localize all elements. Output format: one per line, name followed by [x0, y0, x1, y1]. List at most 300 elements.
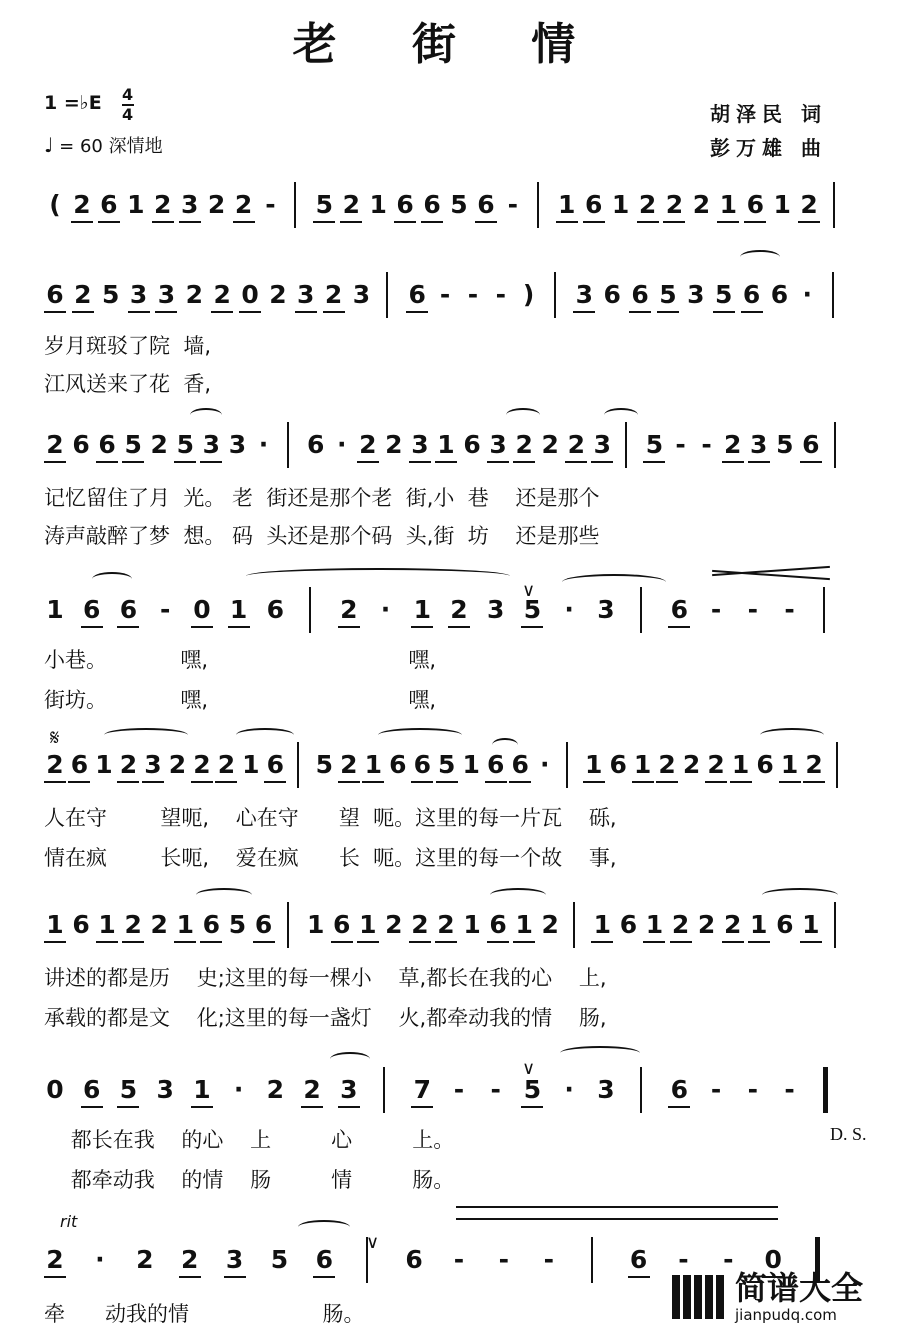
note: 5 — [174, 430, 196, 460]
note: - — [678, 1245, 689, 1274]
note: - — [747, 595, 758, 624]
note: 6 — [406, 280, 428, 310]
underline — [338, 1106, 360, 1108]
note: 2 — [705, 750, 727, 780]
slur — [196, 888, 252, 902]
note: 1 — [435, 430, 457, 460]
note: 1 — [773, 190, 791, 219]
note: 1 — [191, 1075, 213, 1105]
note: 1 — [779, 750, 801, 780]
slur — [92, 572, 132, 586]
underline — [313, 1276, 335, 1278]
logo-url: jianpudq.com — [735, 1306, 837, 1324]
note: 1 — [591, 910, 613, 940]
note: 1 — [730, 750, 752, 780]
note: - — [543, 1245, 554, 1274]
lyric-line: 人在守 望呃, 心在守 望 呃。这里的每一片瓦 砾, — [44, 806, 617, 830]
note: 2 — [565, 430, 587, 460]
note: 0 — [762, 1245, 784, 1275]
note: - — [710, 1075, 722, 1104]
note: 3 — [687, 280, 705, 309]
note: 1 — [306, 910, 325, 939]
note: 6 — [756, 750, 774, 779]
note: 3 — [142, 750, 164, 780]
note: 1 — [411, 595, 433, 625]
underline — [200, 941, 222, 943]
bar-line — [823, 587, 825, 633]
underline — [748, 461, 770, 463]
note: - — [453, 1075, 465, 1104]
note: 3 — [200, 430, 222, 460]
note: 1 — [369, 190, 387, 219]
note: 2 — [340, 190, 362, 220]
note: 2 — [185, 280, 203, 309]
underline — [44, 941, 66, 943]
note: 2 — [179, 1245, 201, 1275]
breath-mark-2: ∨ — [522, 1058, 536, 1079]
note: - — [495, 280, 506, 309]
note: 2 — [269, 280, 287, 309]
note: 0 — [191, 595, 213, 625]
bar-line — [386, 272, 388, 318]
underline — [338, 781, 360, 783]
note: 6 — [117, 595, 139, 625]
note: 2 — [266, 1075, 285, 1104]
slur — [378, 728, 462, 742]
note: 1 — [800, 910, 822, 940]
underline — [239, 311, 261, 313]
underline — [313, 221, 335, 223]
underline — [215, 781, 237, 783]
note: 6 — [509, 750, 531, 780]
slur — [236, 728, 294, 742]
underline — [591, 941, 613, 943]
underline — [509, 781, 531, 783]
bar-line — [591, 1237, 593, 1283]
underline — [668, 626, 690, 628]
underline — [200, 461, 222, 463]
bar-line — [287, 422, 289, 468]
note: 5 — [436, 750, 458, 780]
note: 6 — [331, 910, 353, 940]
underline — [331, 941, 353, 943]
tie-line — [456, 1206, 778, 1208]
underline — [71, 221, 93, 223]
underline — [191, 1106, 213, 1108]
quarter-note-icon: ♩ — [44, 133, 54, 157]
lyric-line: 情在疯 长呃, 爱在疯 长 呃。这里的每一个故 事, — [44, 846, 617, 870]
underline — [800, 941, 822, 943]
note: 1 — [632, 750, 654, 780]
note: 3 — [156, 1075, 174, 1104]
note: · — [564, 595, 574, 624]
note: 3 — [597, 595, 615, 624]
note: 2 — [682, 750, 701, 779]
note: 2 — [697, 910, 716, 939]
underline — [583, 781, 605, 783]
site-logo — [672, 1270, 863, 1324]
note: 1 — [96, 910, 118, 940]
note: 0 — [46, 1075, 64, 1104]
underline — [340, 221, 362, 223]
note: 2 — [338, 595, 360, 625]
underline — [117, 626, 139, 628]
underline — [798, 221, 820, 223]
bar-line — [836, 742, 838, 788]
note: 6 — [44, 280, 66, 310]
underline — [421, 221, 443, 223]
underline — [722, 941, 744, 943]
underline — [142, 781, 164, 783]
note: - — [723, 1245, 734, 1274]
underline — [44, 311, 66, 313]
underline — [663, 221, 685, 223]
note: 6 — [81, 1075, 103, 1105]
note: 6 — [609, 750, 627, 779]
note: 2 — [44, 750, 66, 780]
segno-mark: 𝄋 — [50, 726, 60, 751]
underline — [96, 941, 118, 943]
note: - — [747, 1075, 758, 1104]
underline — [301, 1106, 323, 1108]
tempo-marking — [44, 132, 163, 158]
note: 2 — [670, 910, 692, 940]
underline — [409, 941, 431, 943]
note: - — [159, 595, 171, 624]
underline — [72, 311, 94, 313]
note: 3 — [128, 280, 150, 310]
note: 2 — [448, 595, 470, 625]
underline — [323, 311, 345, 313]
lyric-line: 都牵动我 的情 肠 情 肠。 — [44, 1168, 455, 1192]
note: 5 — [117, 1075, 139, 1105]
note: 2 — [152, 190, 174, 220]
dal-segno-mark: D. S. — [830, 1124, 867, 1144]
time-numerator: 4 — [122, 85, 134, 104]
note: 2 — [44, 1245, 66, 1275]
lyric-line: 小巷。 嘿, 嘿, — [44, 648, 437, 672]
underline — [436, 781, 458, 783]
note: 5 — [270, 1245, 289, 1274]
lyric-line: 牵 动我的情 肠。 — [44, 1302, 365, 1326]
note: - — [453, 1245, 465, 1274]
note: 1 — [362, 750, 384, 780]
page-title: 老 街 情 — [292, 19, 606, 70]
note: · — [95, 1245, 105, 1274]
underline — [406, 311, 428, 313]
note: 2 — [385, 430, 403, 459]
logo-brand: 简谱大全 — [735, 1269, 864, 1307]
note: 5 — [521, 595, 543, 625]
bar-line — [832, 272, 834, 318]
note: 2 — [663, 190, 685, 220]
underline — [800, 461, 822, 463]
underline — [643, 461, 665, 463]
underline — [394, 221, 416, 223]
time-denominator: 4 — [122, 105, 134, 124]
note: 6 — [421, 190, 443, 220]
note: 2 — [637, 190, 659, 220]
note: 5 — [713, 280, 735, 310]
bar-line — [625, 422, 627, 468]
slur — [298, 1220, 350, 1234]
note: 6 — [96, 430, 118, 460]
note: 0 — [239, 280, 261, 310]
note: 6 — [487, 910, 509, 940]
underline — [487, 941, 509, 943]
composer-credit: 彭万雄 曲 — [710, 136, 827, 160]
note: 6 — [619, 910, 638, 939]
note: 2 — [409, 910, 431, 940]
underline — [448, 626, 470, 628]
note: 1 — [127, 190, 145, 219]
note: - — [265, 190, 276, 219]
underline — [632, 781, 654, 783]
note: 6 — [770, 280, 789, 309]
underline — [629, 311, 651, 313]
slur — [506, 408, 540, 422]
underline — [122, 941, 144, 943]
underline — [81, 626, 103, 628]
note: 6 — [72, 910, 90, 939]
note: 3 — [155, 280, 177, 310]
underline — [487, 461, 509, 463]
note: 3 — [573, 280, 595, 310]
note: 2 — [117, 750, 139, 780]
bar-line — [537, 182, 539, 228]
note: 5 — [776, 430, 794, 459]
underline — [264, 781, 286, 783]
underline — [722, 461, 744, 463]
note: 6 — [744, 190, 766, 220]
lyric-line: 都长在我 的心 上 心 上。 — [44, 1128, 455, 1152]
note: 2 — [122, 910, 144, 940]
note: 2 — [541, 910, 559, 939]
note: 6 — [81, 595, 103, 625]
slur — [604, 408, 638, 422]
slur — [562, 574, 666, 590]
underline — [521, 626, 543, 628]
note: 6 — [72, 430, 90, 459]
slur — [490, 888, 546, 902]
note: ) — [522, 280, 535, 309]
note: 3 — [179, 190, 201, 220]
note: 1 — [556, 190, 578, 220]
note: 2 — [692, 190, 711, 219]
underline — [657, 311, 679, 313]
underline — [628, 1276, 650, 1278]
note: 3 — [409, 430, 431, 460]
note: 3 — [591, 430, 613, 460]
note: 5 — [315, 750, 334, 779]
slur — [492, 738, 518, 752]
underline — [44, 781, 66, 783]
note: 5 — [521, 1075, 543, 1105]
note: 2 — [798, 190, 820, 220]
note: - — [467, 280, 479, 309]
note: 1 — [174, 910, 196, 940]
underline — [253, 941, 275, 943]
note: - — [675, 430, 686, 459]
underline — [741, 311, 763, 313]
slur — [104, 728, 188, 742]
note: 3 — [487, 595, 505, 624]
note: 3 — [748, 430, 770, 460]
underline — [779, 781, 801, 783]
note: 2 — [233, 190, 255, 220]
note: 1 — [462, 750, 480, 779]
note: 5 — [657, 280, 679, 310]
note: 3 — [597, 1075, 615, 1104]
underline — [68, 781, 90, 783]
note: 2 — [385, 910, 403, 939]
note: 3 — [352, 280, 371, 309]
underline — [744, 221, 766, 223]
tempo-text: = 60 深情地 — [59, 136, 163, 157]
bar-line — [640, 587, 642, 633]
note: 6 — [485, 750, 507, 780]
slur — [330, 1052, 370, 1066]
underline — [668, 1106, 690, 1108]
note: 6 — [629, 280, 651, 310]
note: 6 — [313, 1245, 335, 1275]
bar-line — [383, 1067, 385, 1113]
note: 2 — [150, 910, 168, 939]
note: 5 — [643, 430, 665, 460]
underline — [565, 461, 587, 463]
note: 6 — [583, 190, 605, 220]
note: 2 — [207, 190, 226, 219]
note: 6 — [253, 910, 275, 940]
underline — [211, 311, 233, 313]
underline — [556, 221, 578, 223]
note: 5 — [450, 190, 468, 219]
note: 6 — [306, 430, 325, 459]
underline — [485, 781, 507, 783]
note: 2 — [357, 430, 379, 460]
note: 1 — [611, 190, 630, 219]
note: 6 — [603, 280, 621, 309]
note: 6 — [389, 750, 407, 779]
underline — [44, 461, 66, 463]
note: - — [710, 595, 722, 624]
note: 6 — [68, 750, 90, 780]
note: 2 — [301, 1075, 323, 1105]
underline — [803, 781, 825, 783]
lyric-line: 街坊。 嘿, 嘿, — [44, 688, 437, 712]
bar-line — [834, 902, 836, 948]
underline — [224, 1276, 246, 1278]
note: 1 — [643, 910, 665, 940]
note: 2 — [44, 430, 66, 460]
note: 6 — [776, 910, 794, 939]
underline — [155, 311, 177, 313]
underline — [435, 941, 457, 943]
underline — [117, 781, 139, 783]
bar-line — [297, 742, 299, 788]
note: 2 — [323, 280, 345, 310]
note: 3 — [487, 430, 509, 460]
note: 6 — [741, 280, 763, 310]
underline — [81, 1106, 103, 1108]
underline — [411, 1106, 433, 1108]
note: · — [258, 430, 269, 459]
bar-line — [554, 272, 556, 318]
note: 6 — [668, 595, 690, 625]
underline — [122, 461, 144, 463]
bar-line — [833, 182, 835, 228]
note: 6 — [463, 430, 481, 459]
note: 2 — [722, 910, 744, 940]
note: - — [784, 1075, 795, 1104]
bar-line — [287, 902, 289, 948]
bar-line — [309, 587, 311, 633]
note: 5 — [228, 910, 247, 939]
note: · — [380, 595, 391, 624]
note: ( — [49, 190, 61, 219]
underline — [748, 941, 770, 943]
breath-mark-1: ∨ — [522, 580, 536, 601]
note: 2 — [191, 750, 213, 780]
note: 5 — [313, 190, 335, 220]
time-signature — [122, 86, 134, 124]
note: 6 — [475, 190, 497, 220]
note: · — [539, 750, 550, 779]
ritardando-mark: rit — [60, 1212, 78, 1231]
note: · — [802, 280, 813, 309]
note: 1 — [748, 910, 770, 940]
note: 2 — [168, 750, 187, 779]
note: 1 — [44, 910, 66, 940]
underline — [591, 461, 613, 463]
underline — [730, 781, 752, 783]
note: 3 — [295, 280, 317, 310]
note: · — [233, 1075, 244, 1104]
note: - — [439, 280, 451, 309]
note: 5 — [122, 430, 144, 460]
note: 2 — [211, 280, 233, 310]
slur — [760, 728, 824, 742]
note: 6 — [394, 190, 416, 220]
note: - — [507, 190, 519, 219]
underline — [521, 1106, 543, 1108]
underline — [174, 941, 196, 943]
note: 1 — [463, 910, 481, 939]
slur — [560, 1046, 640, 1060]
lyric-line: 承载的都是文 化;这里的每一盏灯 火,都牵动我的情 肠, — [44, 1006, 607, 1030]
note: 6 — [411, 750, 433, 780]
underline — [174, 461, 196, 463]
underline — [96, 461, 118, 463]
note: - — [784, 595, 795, 624]
underline — [179, 1276, 201, 1278]
note: - — [498, 1245, 510, 1274]
note: 1 — [228, 595, 250, 625]
underline — [357, 941, 379, 943]
underline — [179, 221, 201, 223]
bar-line — [566, 742, 568, 788]
note: 2 — [338, 750, 360, 780]
underline — [357, 461, 379, 463]
breath-mark-3: ∨ — [366, 1232, 380, 1253]
slur — [190, 408, 222, 422]
underline — [191, 781, 213, 783]
note: 2 — [803, 750, 825, 780]
note: 2 — [136, 1245, 154, 1274]
note: 2 — [722, 430, 744, 460]
underline — [656, 781, 678, 783]
note: 7 — [411, 1075, 433, 1105]
